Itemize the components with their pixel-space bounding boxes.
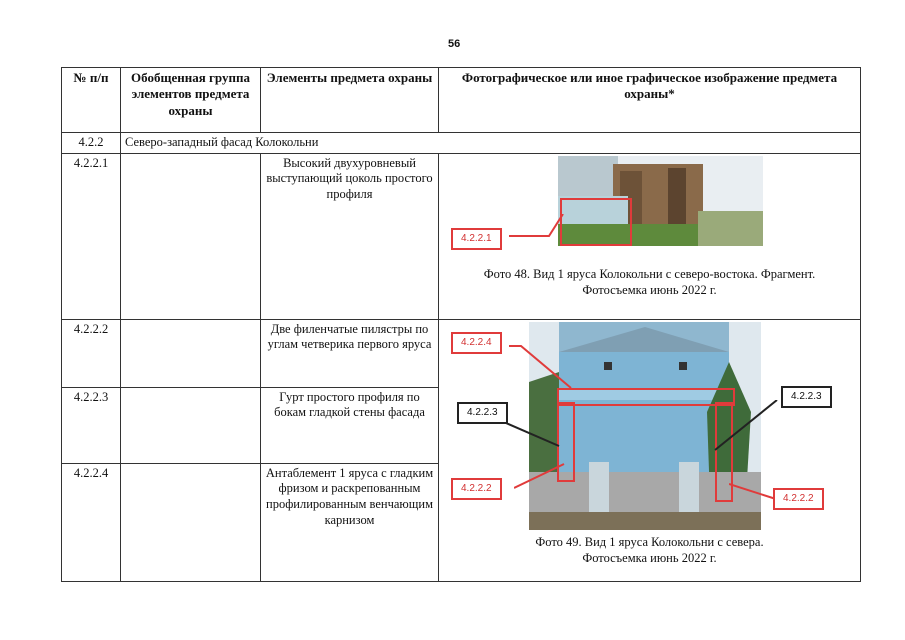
table-row [62,153,861,319]
row-element: Гурт простого профиля по бокам гладкой стены фасада [261,387,439,463]
section-row [62,133,861,154]
photo-49-caption-line2: Фотосъемка июнь 2022 г. [582,550,717,565]
table-header-row [62,68,861,133]
page-number: 56 [448,38,461,50]
table-row [62,319,861,387]
header-photo: Фотографическое или иное графическое изображение предмета охраны* [439,68,861,133]
row-num: 4.2.2.3 [62,387,121,463]
header-num: № п/п [62,68,121,133]
row-group [121,387,261,463]
photo-49-tag-antablement: 4.2.2.4 [451,332,502,355]
row-element: Высокий двухуровневый выступающий цоколь простого профиля [261,153,439,319]
photo-48-caption-line1: Фото 48. Вид 1 яруса Колокольни с северо-востока. Фрагмент. [483,266,816,281]
row-num: 4.2.2.1 [62,153,121,319]
row-element: Антаблемент 1 яруса с гладким фризом и раскрепованным профилированным венчающим карнизом [261,463,439,581]
photo-49-tag-gurt-left: 4.2.2.3 [457,402,508,425]
photo-48-tag: 4.2.2.1 [451,228,502,251]
section-title: Северо-западный фасад Колокольни [121,133,861,154]
photo-48-cell [439,153,861,319]
section-num: 4.2.2 [62,133,121,154]
header-elements: Элементы предмета охраны [261,68,439,133]
protection-table [61,67,861,582]
header-group: Обобщенная группа элементов предмета охраны [121,68,261,133]
row-element: Две филенчатые пилястры по углам четверика первого яруса [261,319,439,387]
row-group [121,153,261,319]
photo-48-image [558,156,763,246]
row-group [121,319,261,387]
photo-49-tag-pilaster-right: 4.2.2.2 [773,488,824,511]
photo-49-caption-line1: Фото 49. Вид 1 яруса Колокольни с севера. [535,534,764,549]
photo-49-tag-gurt-right: 4.2.2.3 [781,386,832,409]
photo-49-cell [439,319,861,581]
row-group [121,463,261,581]
row-num: 4.2.2.4 [62,463,121,581]
photo-49-tag-pilaster-left: 4.2.2.2 [451,478,502,501]
photo-48-caption-line2: Фотосъемка июнь 2022 г. [582,282,717,297]
row-num: 4.2.2.2 [62,319,121,387]
